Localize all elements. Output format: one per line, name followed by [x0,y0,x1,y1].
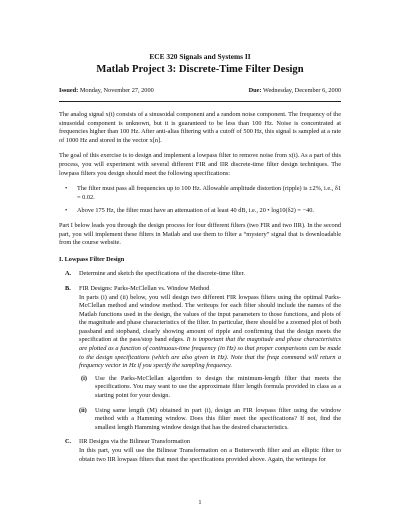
spec-item-passband: • The filter must pass all frequencies up to 100 Hz. Allowable amplitude distortion (ripple) is ±2%, i.e., δ1 = 0.02. [65,185,341,201]
subitem-ii [79,407,341,433]
issued-label: Issued: [59,87,79,94]
due-label: Due: [248,87,262,94]
item-a-label: A. [65,270,72,278]
intro-paragraph: The analog signal x(t) consists of a sinusoidal component and a random noise component. The frequency of the sinusoidal component is unknown, but it is guaranteed to be less than 100 Hz. Noise is concentrated at frequencies higher than 100 Hz. After anti-alias filtering with a cutoff of 500 Hz, this signal is sampled at a rate of 1000 Hz and stored in the vector x[n]. [59,111,341,144]
item-b [59,285,341,433]
subitem-ii-text: Using same length (M) obtained in part (i), design an FIR lowpass filter using the window method with a Hamming window. Does this filter meet the specifications? If not, find the smallest length Hamming window design that has the desired characteristics. [95,406,341,431]
subitem-i-text: Use the Parks-McClellan algorithm to design the minimum-length filter that meets the specifications. You may want to use the approximate filter length formula provided in class as a starting point for your design. [95,374,341,400]
section-heading: I. Lowpass Filter Design [59,255,125,263]
issued-date [59,87,249,94]
subitem-i [79,375,341,401]
item-b-text: In parts (i) and (ii) below, you will design two different FIR lowpass filters using the optimal Parks-McClellan method and window method. The writeups for each filter should include the names of the Matlab functions used in the design, the values of the input parameters to those functions, and plots of the magnitude and phase characteristics of the filter. In particular, there should be a zoomed plot of both passband and stopband, clearly showing amount of ripple and confirming that the design meets the specification at the pass/stop band edges. [79,293,341,344]
project-title: Matlab Project 3: Discrete-Time Filter Design [96,64,304,75]
overview-paragraph: Part I below leads you through the design process for four different filters (two FIR and two IIR). In the second part, you will implement these filters in Matlab and use them to filter a “mystery” signal that is downloadable from the course website. [59,221,341,247]
page-number: 1 [198,499,202,506]
due-value: Wednesday, December 6, 2000 [263,87,341,94]
date-line [59,87,341,94]
item-c-title: IIR Designs via the Bilinear Transformation [79,438,191,446]
item-a-text: Determine and sketch the specifications of the discrete-time filter. [79,270,245,278]
item-c [59,438,341,464]
item-b-label: B. [65,284,71,292]
goal-paragraph: The goal of this exercise is to design and implement a lowpass filter to remove noise from x(t). As a part of this process, you will experiment with several different FIR and IIR discrete-time filter design techniques. The lowpass filters you design should meet the following specifications: [59,152,341,177]
subitem-i-label: (i) [81,374,87,382]
item-c-label: C. [65,438,72,446]
bullet-icon: • [65,185,68,193]
header-divider [59,101,341,102]
subitem-ii-label: (ii) [79,406,87,414]
issued-value: Monday, November 27, 2000 [79,87,154,94]
item-c-text: In this part, you will use the Bilinear Transformation on a Butterworth filter and an elliptic filter to obtain two IIR lowpass filters that meet the specifications provided above. Again, the writeups for [79,447,341,463]
spec-list [59,185,341,216]
bullet-icon: • [65,207,68,215]
course-title: ECE 320 Signals and Systems II [149,52,251,61]
item-b-title: FIR Designs: Parks-McClellan vs. Window Method [79,284,210,292]
document-body [59,111,341,470]
item-b-note: It is important that the magnitude and phase characteristics are plotted as a function of continuous-time frequency (in Hz) so that proper comparisons can be made to the design specifications (which are also given in Hz). Note that the freqz command will return a frequency vector in Hz if you specify the sampling frequency. [79,336,342,370]
spec-item-stopband: • Above 175 Hz, the filter must have an attenuation of at least 40 dB, i.e., 20 • log10(δ2) = −40. [65,207,314,215]
due-date [249,87,341,94]
item-a [59,270,341,279]
